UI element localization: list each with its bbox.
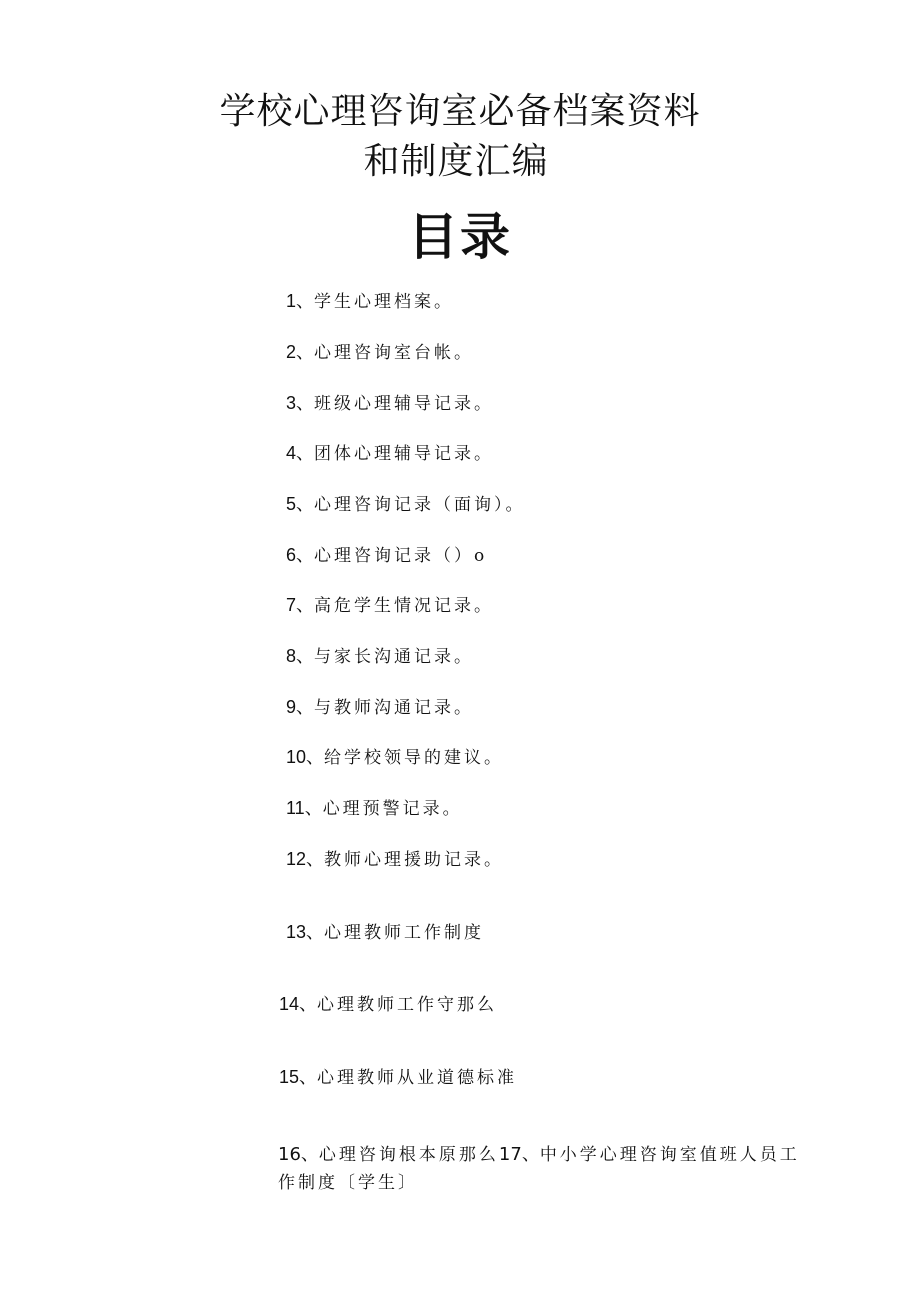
toc-item-separator: 、 [296, 646, 315, 667]
document-title-line-2: 和制度汇编 [363, 141, 549, 182]
document-title-line-1: 学校心理咨询室必备档案资料 [219, 91, 701, 132]
toc-item-text: 心理咨询记录（）o [314, 546, 488, 566]
toc-item-15 [279, 1068, 517, 1087]
toc-item-text: 心理咨询根本原那么 [318, 1145, 499, 1165]
toc-item-number: 3 [286, 393, 297, 413]
toc-item-number: 9 [286, 697, 297, 717]
toc-item-14 [279, 995, 497, 1014]
toc-item-separator: 、 [296, 291, 315, 312]
toc-item-number: 2 [286, 342, 297, 362]
toc-item-6 [286, 546, 487, 565]
toc-item-number: 7 [286, 595, 297, 615]
toc-item-text: 教师心理援助记录。 [324, 850, 505, 870]
toc-item-text: 中小学心理咨询室值班人员工作制度〔学生〕 [278, 1145, 800, 1193]
toc-item-text: 给学校领导的建议。 [324, 748, 505, 768]
toc-item-number: 16 [278, 1144, 301, 1165]
toc-item-separator: 、 [296, 342, 315, 363]
toc-item-number: 11 [286, 798, 305, 818]
toc-item-separator: 、 [296, 494, 315, 515]
toc-item-11 [286, 799, 463, 818]
toc-item-text: 班级心理辅导记录。 [314, 394, 495, 414]
toc-item-separator: 、 [296, 393, 315, 414]
toc-item-separator: 、 [306, 922, 325, 943]
toc-item-separator: 、 [299, 1067, 318, 1088]
toc-item-text: 心理教师从业道德标准 [317, 1068, 518, 1088]
toc-item-text: 与家长沟通记录。 [314, 647, 475, 667]
toc-item-text: 与教师沟通记录。 [314, 698, 475, 718]
toc-item-number: 8 [286, 646, 297, 666]
toc-heading: 目录 [408, 208, 512, 266]
toc-item-number: 17 [498, 1144, 522, 1165]
toc-item-number: 5 [286, 494, 297, 514]
toc-item-12 [286, 850, 504, 869]
toc-item-2 [286, 343, 474, 362]
toc-item-text: 心理教师工作守那么 [317, 995, 498, 1015]
toc-item-separator: 、 [306, 747, 325, 768]
toc-item-number: 14 [279, 994, 300, 1014]
toc-item-text: 心理咨询记录（面询）。 [314, 495, 526, 515]
toc-item-text: 心理咨询室台帐。 [314, 343, 475, 363]
toc-item-text: 团体心理辅导记录。 [314, 444, 495, 464]
toc-item-number: 1 [286, 291, 297, 311]
toc-item-13 [286, 923, 484, 942]
toc-item-16-17 [278, 1141, 818, 1197]
toc-item-1 [286, 292, 454, 311]
toc-item-3 [286, 394, 494, 413]
toc-item-9 [286, 698, 474, 717]
toc-item-number: 6 [286, 545, 297, 565]
toc-item-number: 12 [286, 849, 307, 869]
toc-item-separator: 、 [299, 994, 318, 1015]
toc-item-separator: 、 [521, 1144, 540, 1165]
toc-item-number: 13 [286, 922, 307, 942]
toc-item-text: 学生心理档案。 [314, 292, 455, 312]
toc-item-4 [286, 444, 494, 463]
toc-item-7 [286, 596, 494, 615]
toc-item-text: 心理预警记录。 [322, 799, 463, 819]
toc-item-separator: 、 [296, 697, 315, 718]
toc-item-separator: 、 [304, 798, 323, 819]
toc-item-number: 15 [279, 1067, 300, 1087]
toc-item-text: 高危学生情况记录。 [314, 596, 495, 616]
toc-item-text: 心理教师工作制度 [324, 923, 485, 943]
toc-item-number: 10 [286, 747, 307, 767]
toc-item-separator: 、 [306, 849, 325, 870]
toc-item-separator: 、 [296, 443, 315, 464]
toc-item-10 [286, 748, 504, 767]
toc-item-separator: 、 [300, 1144, 319, 1165]
toc-item-8 [286, 647, 474, 666]
toc-item-separator: 、 [296, 545, 315, 566]
toc-item-5 [286, 495, 526, 514]
toc-item-number: 4 [286, 443, 297, 463]
toc-item-separator: 、 [296, 595, 315, 616]
